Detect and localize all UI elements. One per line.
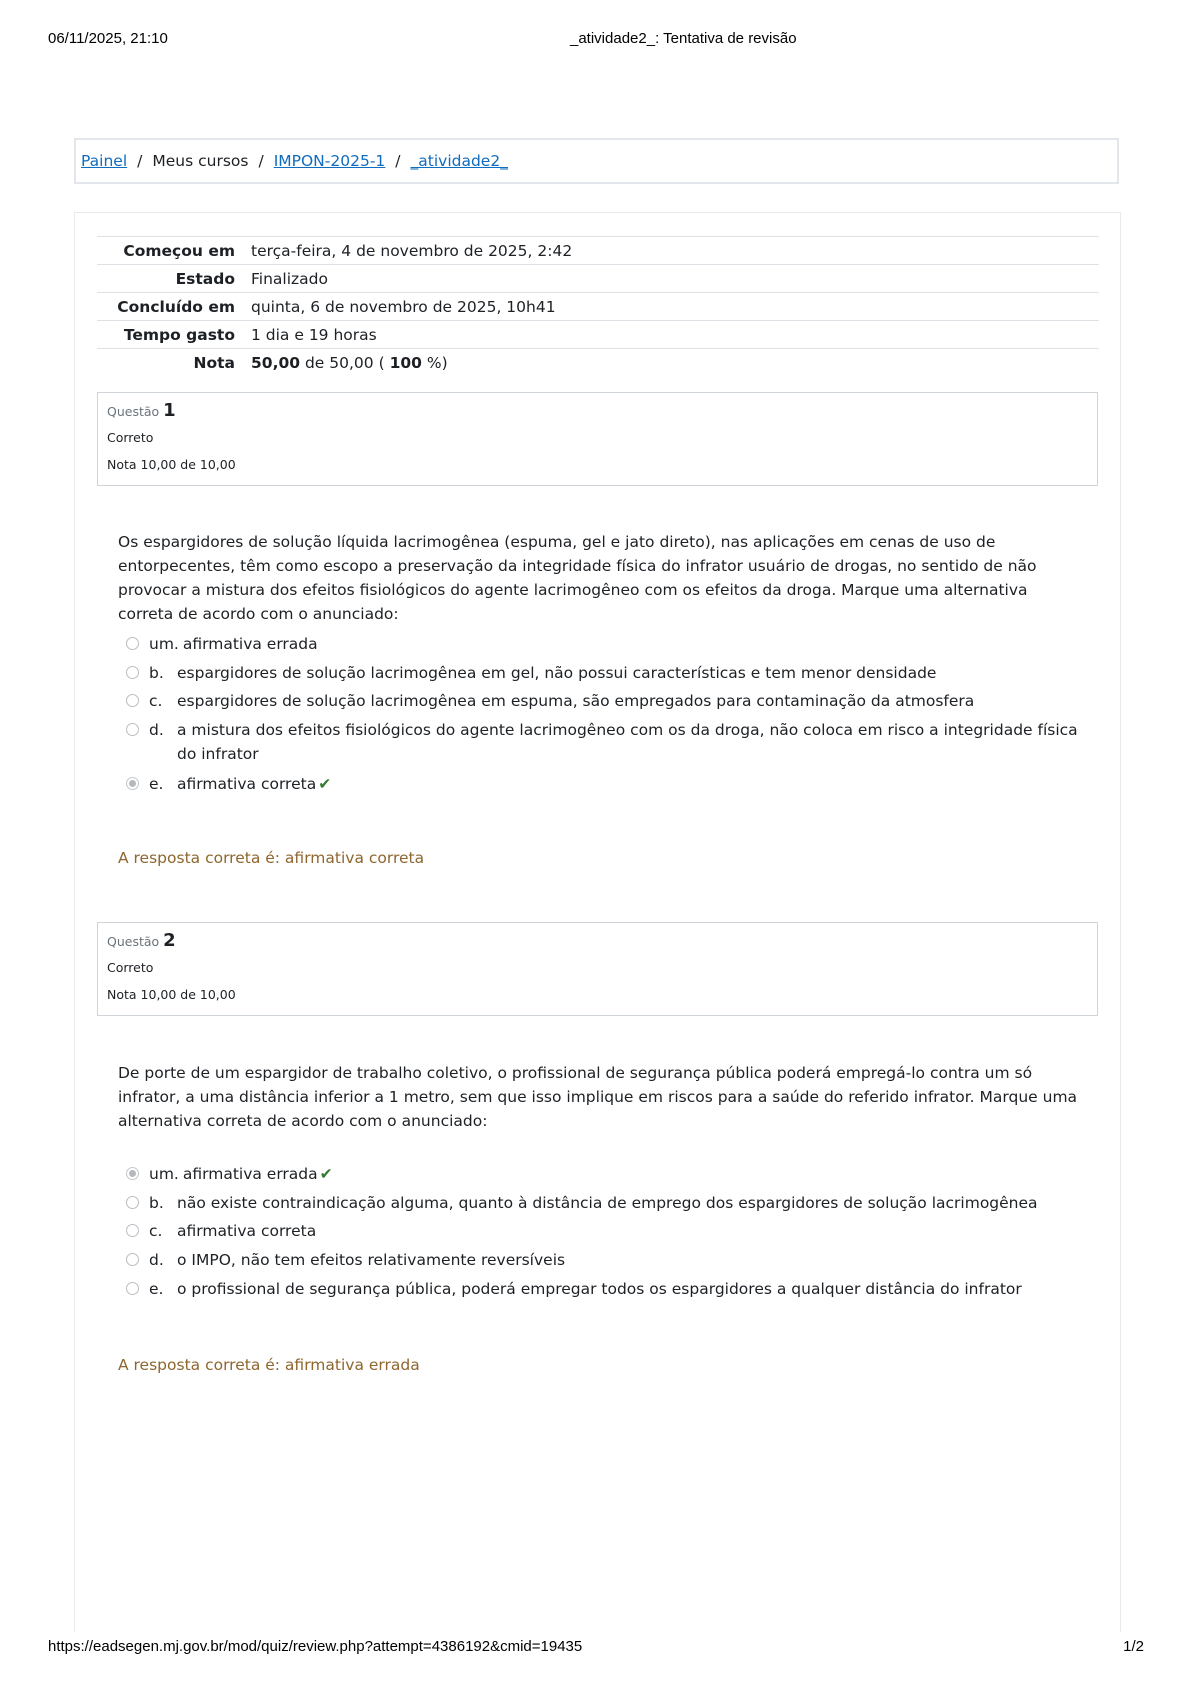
answer-text: espargidores de solução lacrimogênea em gel, não possui características e tem menor densidade bbox=[177, 664, 937, 682]
answer-text: afirmativa errada bbox=[182, 635, 318, 653]
answer-letter: c. bbox=[149, 1222, 163, 1240]
breadcrumb-separator: / bbox=[258, 152, 264, 170]
breadcrumb-link-course[interactable]: IMPON-2025-1 bbox=[273, 152, 386, 170]
answer-text: espargidores de solução lacrimogênea em espuma, são empregados para contaminação da atmosfera bbox=[177, 692, 975, 710]
answer-option bbox=[126, 632, 1086, 656]
question-1-text: Os espargidores de solução líquida lacrimogênea (espuma, gel e jato direto), nas aplicações em cenas de uso de entorpecentes, têm como escopo a preservação da integridade física do infrator usuário de drogas, no sentido de não provocar a mistura dos efeitos fisiológicos do agente lacrimogêneo com os efeitos da droga. Marque uma alternativa correta de acordo com o anunciado: bbox=[118, 533, 1037, 623]
answer-text: a mistura dos efeitos fisiológicos do agente lacrimogêneo com os da droga, não coloca em risco a integridade física do infrator bbox=[177, 721, 1078, 763]
breadcrumb bbox=[74, 138, 1119, 184]
correct-check-icon: ✔ bbox=[319, 1165, 333, 1183]
summary-value: terça-feira, 4 de novembro de 2025, 2:42 bbox=[251, 241, 573, 260]
answer-letter: um. bbox=[149, 635, 179, 653]
breadcrumb-link-activity[interactable]: _atividade2_ bbox=[410, 152, 508, 170]
print-page-number: 1/2 bbox=[1123, 1638, 1144, 1655]
summary-grade-value bbox=[251, 354, 1099, 372]
summary-row-time-taken bbox=[97, 320, 1099, 348]
question-state: Correto bbox=[107, 959, 154, 975]
answer-letter: b. bbox=[149, 1194, 164, 1212]
answer-option bbox=[126, 689, 1086, 713]
summary-value: Finalizado bbox=[251, 269, 328, 288]
answer-text: o IMPO, não tem efeitos relativamente reversíveis bbox=[177, 1251, 566, 1269]
summary-row-grade bbox=[97, 348, 1099, 376]
breadcrumb-item-meus-cursos: Meus cursos bbox=[152, 152, 249, 170]
answer-letter: b. bbox=[149, 664, 164, 682]
answer-radio[interactable] bbox=[126, 1224, 139, 1237]
answer-radio[interactable] bbox=[126, 694, 139, 707]
answer-option bbox=[126, 1191, 1086, 1215]
answer-letter: d. bbox=[149, 721, 164, 739]
answer-radio[interactable] bbox=[126, 1282, 139, 1295]
summary-value: quinta, 6 de novembro de 2025, 10h41 bbox=[251, 297, 556, 316]
attempt-summary-table bbox=[97, 236, 1099, 376]
answer-option-selected bbox=[126, 772, 1086, 796]
answer-option bbox=[126, 1248, 1086, 1272]
summary-row-completed bbox=[97, 292, 1099, 320]
question-number: 1 bbox=[163, 400, 176, 421]
print-url: https://eadsegen.mj.gov.br/mod/quiz/review.php?attempt=4386192&cmid=19435 bbox=[48, 1638, 583, 1655]
answer-radio[interactable] bbox=[126, 723, 139, 736]
question-state: Correto bbox=[107, 429, 154, 445]
question-2-text: De porte de um espargidor de trabalho coletivo, o profissional de segurança pública poderá empregá-lo contra um só infrator, a uma distância inferior a 1 metro, sem que isso implique em riscos para a saúde do referido infrator. Marque uma alternativa correta de acordo com o anunciado: bbox=[118, 1064, 1078, 1130]
answer-radio-selected[interactable] bbox=[126, 1167, 139, 1180]
question-1-info bbox=[97, 392, 1098, 486]
answer-letter: e. bbox=[149, 775, 164, 793]
question-number: 2 bbox=[163, 930, 176, 951]
answer-text: afirmativa correta bbox=[177, 1222, 317, 1240]
question-grade: Nota 10,00 de 10,00 bbox=[107, 987, 236, 1003]
question-label: Questão bbox=[107, 404, 160, 419]
summary-label: Estado bbox=[175, 269, 235, 288]
answer-option bbox=[126, 1277, 1086, 1301]
answer-radio[interactable] bbox=[126, 637, 139, 650]
summary-row-state bbox=[97, 264, 1099, 292]
breadcrumb-separator: / bbox=[137, 152, 143, 170]
grade-percent: 100 bbox=[389, 353, 422, 372]
grade-of-text: de 50,00 ( bbox=[304, 353, 385, 372]
answer-radio-selected[interactable] bbox=[126, 777, 139, 790]
summary-label: Tempo gasto bbox=[123, 325, 235, 344]
print-datetime: 06/11/2025, 21:10 bbox=[48, 30, 168, 47]
question-grade: Nota 10,00 de 10,00 bbox=[107, 457, 236, 473]
grade-score: 50,00 bbox=[251, 353, 301, 372]
answer-text: afirmativa errada bbox=[182, 1165, 318, 1183]
grade-percent-suffix: %) bbox=[426, 353, 448, 372]
question-2-info bbox=[97, 922, 1098, 1016]
answer-option bbox=[126, 661, 1086, 685]
print-footer bbox=[48, 1638, 1144, 1658]
answer-text: afirmativa correta bbox=[177, 775, 317, 793]
answer-text: não existe contraindicação alguma, quanto à distância de emprego dos espargidores de solução lacrimogênea bbox=[177, 1194, 1038, 1212]
breadcrumb-separator: / bbox=[395, 152, 401, 170]
answer-text: o profissional de segurança pública, poderá empregar todos os espargidores a qualquer distância do infrator bbox=[177, 1280, 1022, 1298]
answer-letter: d. bbox=[149, 1251, 164, 1269]
summary-value: 1 dia e 19 horas bbox=[251, 325, 377, 344]
answer-letter: um. bbox=[149, 1165, 179, 1183]
summary-row-started bbox=[97, 236, 1099, 264]
question-2-right-answer: A resposta correta é: afirmativa errada bbox=[118, 1356, 420, 1374]
answer-option bbox=[126, 718, 1086, 766]
print-header bbox=[48, 30, 1144, 50]
summary-label: Começou em bbox=[123, 241, 235, 260]
answer-radio[interactable] bbox=[126, 1196, 139, 1209]
question-1-right-answer: A resposta correta é: afirmativa correta bbox=[118, 849, 425, 867]
answer-radio[interactable] bbox=[126, 1253, 139, 1266]
answer-option-selected bbox=[126, 1162, 1086, 1186]
answer-radio[interactable] bbox=[126, 666, 139, 679]
answer-letter: e. bbox=[149, 1280, 164, 1298]
answer-letter: c. bbox=[149, 692, 163, 710]
question-label: Questão bbox=[107, 934, 160, 949]
summary-label: Nota bbox=[193, 353, 235, 372]
summary-label: Concluído em bbox=[117, 297, 235, 316]
breadcrumb-link-painel[interactable]: Painel bbox=[81, 152, 128, 170]
correct-check-icon: ✔ bbox=[318, 775, 332, 793]
print-document-title: _atividade2_: Tentativa de revisão bbox=[570, 30, 797, 47]
answer-option bbox=[126, 1219, 1086, 1243]
